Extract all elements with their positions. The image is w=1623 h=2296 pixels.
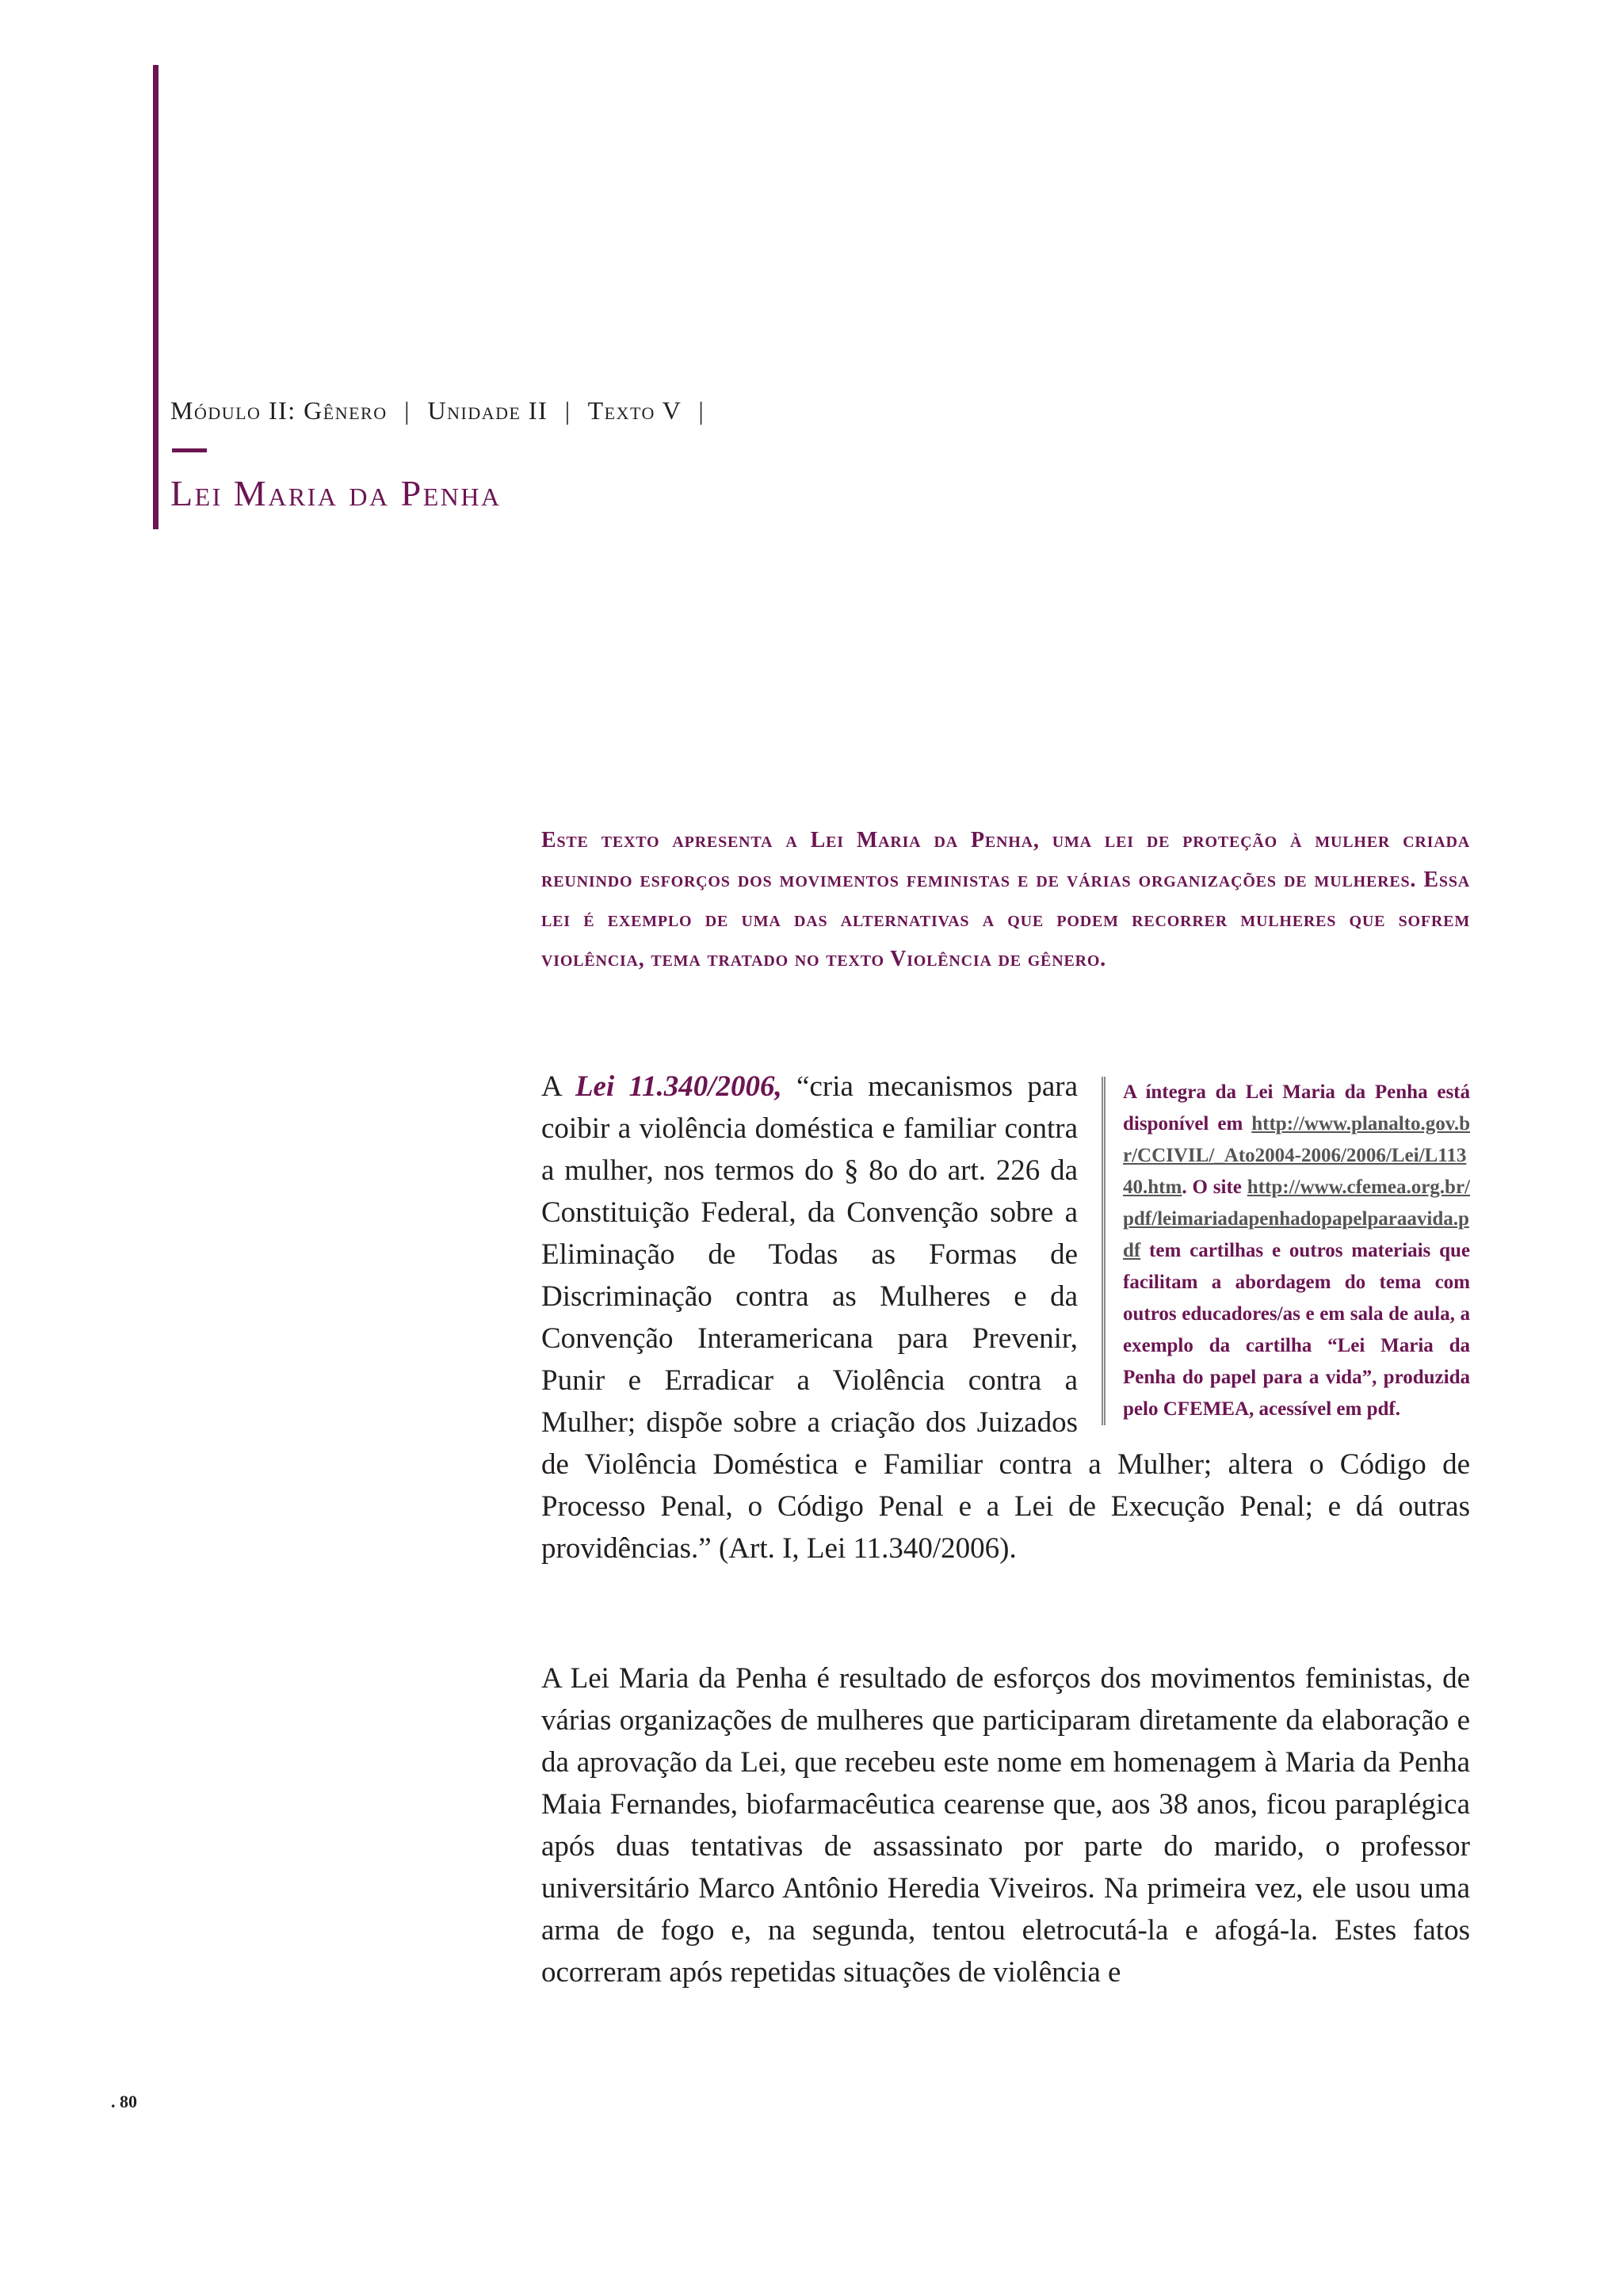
side-note-text: . O site [1182, 1177, 1247, 1198]
separator: | [404, 396, 411, 425]
page-title: Lei Maria da Penha [170, 473, 502, 513]
law-reference: Lei 11.340/2006, [575, 1070, 782, 1103]
paragraph-text: “cria mecanismos para coibir a violência doméstica e familiar contra a mulher, nos termos do § 8o do art. 226 da Constituição Federal, da Convenção sobre a Eliminação de Todas as Formas de Discriminação contra as Mulheres e da Convenção Interamericana para Prevenir, Punir e Erradicar a Violência contra a Mulher; dispõe sobre a criação dos Juizados de Violência Doméstica e Familiar contra a Mulher; altera o Código de Processo Penal, o Código Penal e a Lei de Execução Penal; e dá outras providências.” (Art. I, Lei 11.340/2006). [541, 1070, 1470, 1565]
page-number: . 80 [111, 2092, 137, 2111]
paragraph-lead: A [541, 1070, 575, 1103]
side-note-text: A íntegra da Lei Maria da Penha está disponível em [1123, 1081, 1470, 1135]
body-paragraph-2: A Lei Maria da Penha é resultado de esforços dos movimentos feministas, de várias organizações de mulheres que participaram diretamente da elaboração e da aprovação da Lei, que recebeu este nome em homenagem à Maria da Penha Maia Fernandes, biofarmacêutica cearense que, aos 38 anos, ficou paraplégica após duas tentativas de assassinato por parte do marido, o professor universitário Marco Antônio Heredia Viveiros. Na primeira vez, ele usou uma arma de fogo e, na segunda, tentou eletrocutá-la e afogá-la. Estes fatos ocorreram após repetidas situações de violência e [541, 1662, 1470, 1989]
module-breadcrumb [170, 396, 714, 425]
accent-vertical-rule [153, 65, 158, 529]
title-dash [172, 448, 207, 452]
separator: | [564, 396, 571, 425]
text-label: Texto V [587, 396, 682, 425]
separator: | [698, 396, 705, 425]
body-paragraph-1 [541, 1066, 1470, 1569]
intro-abstract: Este texto apresenta a Lei Maria da Penha, uma lei de proteção à mulher criada reunindo esforços dos movimentos feministas e de várias organizações de mulheres. Essa lei é exemplo de uma das alternativas a que podem recorrer mulheres que sofrem violência, tema tratado no texto Violência de gênero. [541, 828, 1470, 971]
cfemea-link[interactable]: http://www.cfemea.org.br/pdf/leimariadapenhadopapelparaavida.pdf [1123, 1177, 1470, 1261]
module-label: Módulo II: Gênero [170, 396, 388, 425]
unit-label: Unidade II [427, 396, 548, 425]
side-note [1102, 1077, 1470, 1425]
side-note-text: tem cartilhas e outros materiais que facilitam a abordagem do tema com outros educadores/as e em sala de aula, a exemplo da cartilha “Lei Maria da Penha do papel para a vida”, produzida pelo CFEMEA, acessível em pdf. [1123, 1240, 1470, 1420]
planalto-link[interactable]: http://www.planalto.gov.br/CCIVIL/_Ato2004-2006/2006/Lei/L11340.htm [1123, 1113, 1470, 1198]
